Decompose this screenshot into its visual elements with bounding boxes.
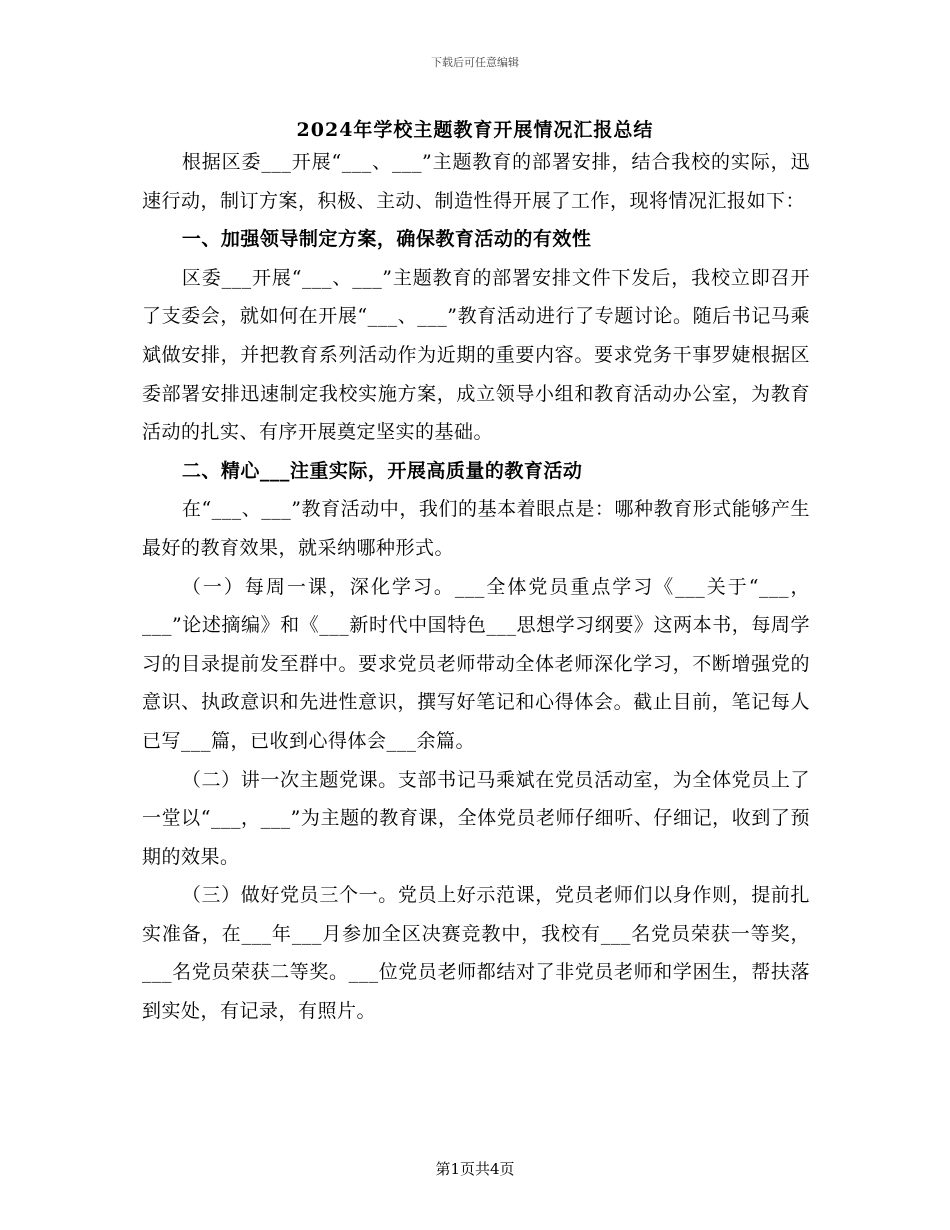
section-heading-2: 二、精心___注重实际，开展高质量的教育活动 — [181, 459, 583, 482]
subsection-2-paragraph: （二）讲一次主题党课。支部书记马乘斌在党员活动室，为全体党员上了一堂以“___，___”为主题的教育课，全体党员老师仔细听、仔细记，收到了预期的效果。 — [142, 768, 810, 868]
document-body — [142, 143, 810, 1031]
subsection-1-paragraph: （一）每周一课，深化学习。___全体党员重点学习《___关于“___，___”论述摘编》和《___新时代中国特色___思想学习纲要》这两本书，每周学习的目录提前发至群中。要求党员老师带动全体老师深化学习，不断增强党的意识、执政意识和先进性意识，撰写好笔记和心得体会。截止目前，笔记每人已写___篇，已收到心得体会___余篇。 — [142, 575, 810, 752]
section-1-paragraph: 区委___开展“___、___”主题教育的部署安排文件下发后，我校立即召开了支委会，就如何在开展“___、___”教育活动进行了专题讨论。随后书记马乘斌做安排，并把教育系列活动作为近期的重要内容。要求党务干事罗婕根据区委部署安排迅速制定我校实施方案，成立领导小组和教育活动办公室，为教育活动的扎实、有序开展奠定坚实的基础。 — [142, 266, 810, 444]
section-2-intro-paragraph: 在“___、___”教育活动中，我们的基本着眼点是：哪种教育形式能够产生最好的教育效果，就采纳哪种形式。 — [142, 498, 810, 559]
intro-paragraph: 根据区委___开展“___、___”主题教育的部署安排，结合我校的实际，迅速行动，制订方案，积极、主动、制造性得开展了工作，现将情况汇报如下： — [142, 151, 810, 212]
page-number: 第1页共4页 — [435, 1160, 515, 1178]
header-note: 下载后可任意编辑 — [431, 56, 519, 69]
subsection-3-paragraph: （三）做好党员三个一。党员上好示范课，党员老师们以身作则，提前扎实准备，在___年___月参加全区决赛竞教中，我校有___名党员荣获一等奖，___名党员荣获二等奖。___位党员老师都结对了非党员老师和学困生，帮扶落到实处，有记录，有照片。 — [142, 884, 810, 1023]
document-title: 2024年学校主题教育开展情况汇报总结 — [296, 119, 654, 141]
section-heading-1: 一、加强领导制定方案，确保教育活动的有效性 — [181, 228, 592, 251]
